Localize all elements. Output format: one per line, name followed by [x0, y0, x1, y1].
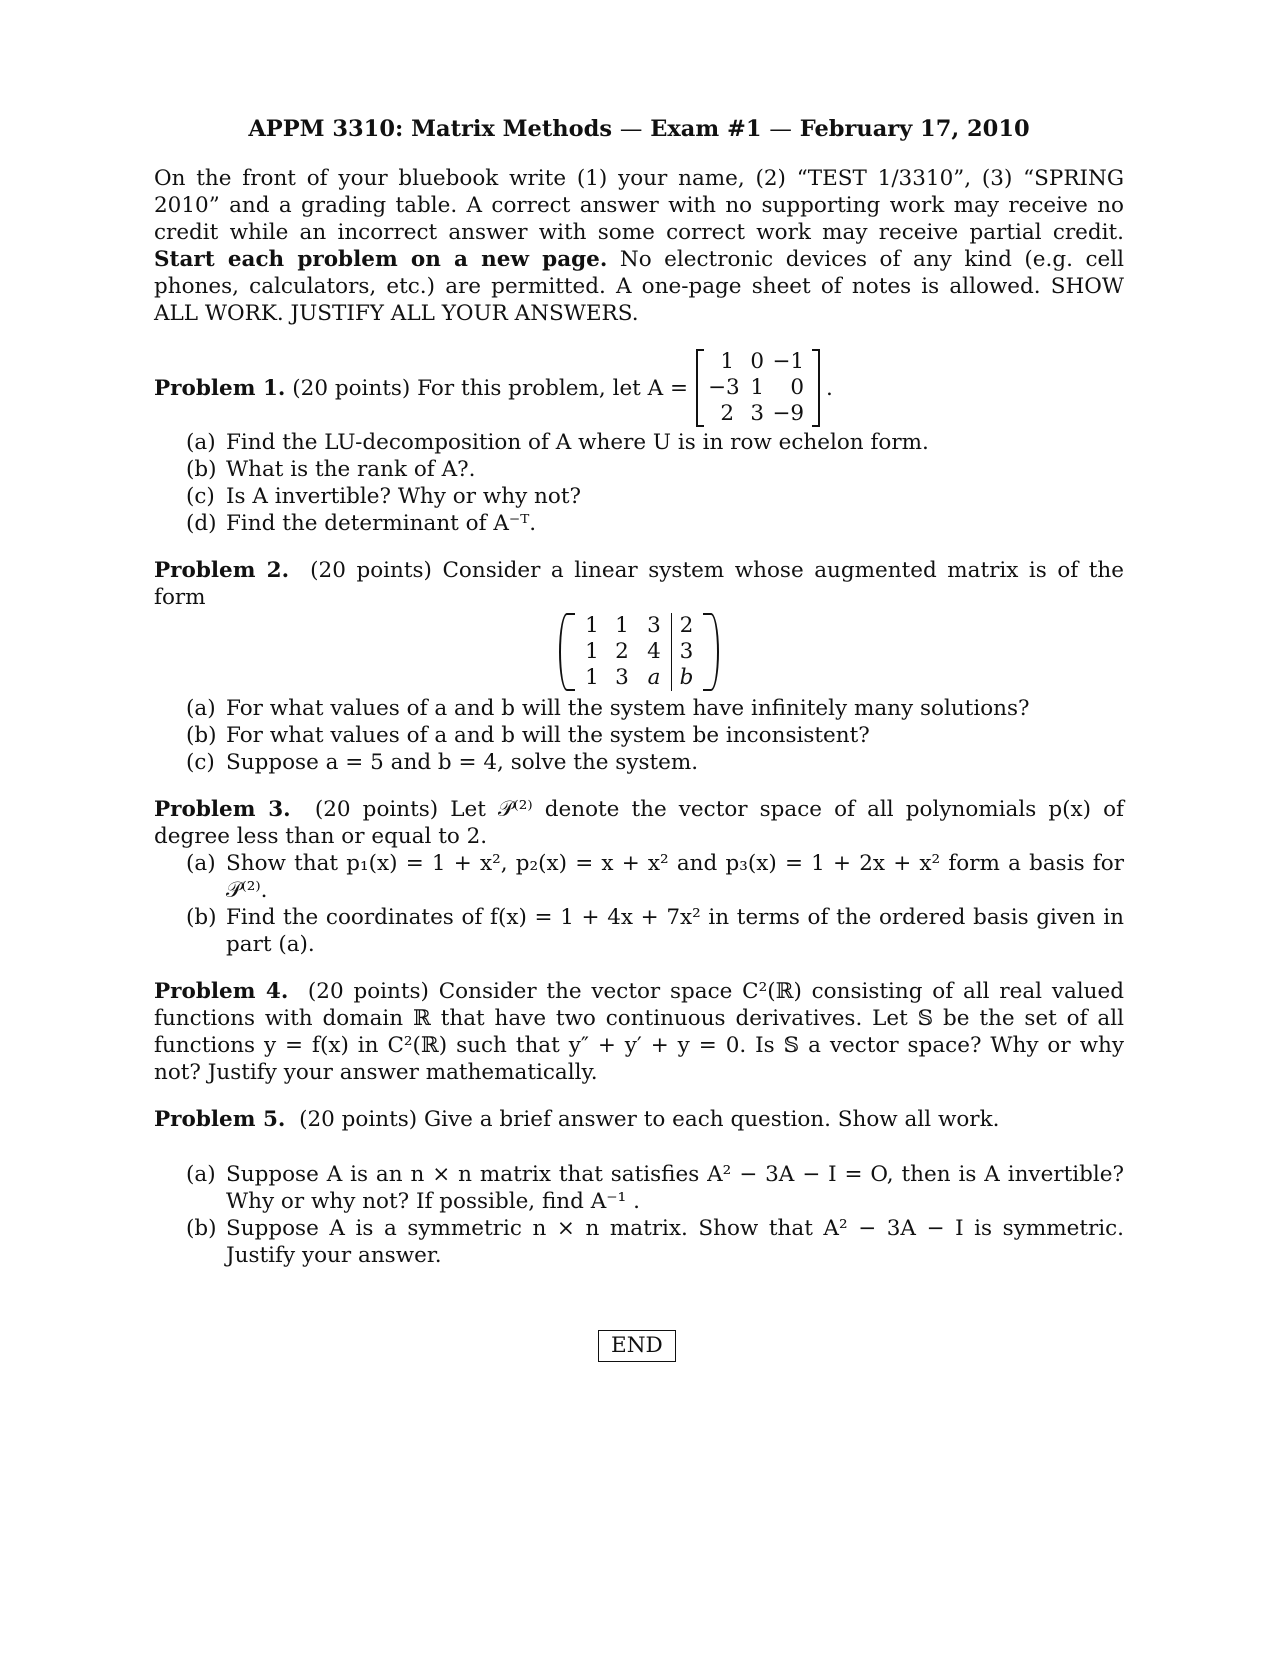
problem-label: Problem 2.: [154, 558, 290, 583]
list-item: [186, 483, 1124, 510]
problem-4: [154, 978, 1124, 1086]
problem-text: (20 points) For this problem, let A =: [292, 375, 689, 401]
end-marker: END: [598, 1330, 676, 1362]
problem-text: (20 points) Consider the vector space C²(ℝ) consisting of all real valued functions with domain ℝ that have two continuous derivatives. Let 𝕊 be the set of all functions y = f(x) in C²(ℝ) such that y″ + y′ + y = 0. Is 𝕊 a vector space? Why or why not? Justify your answer mathematically.: [154, 979, 1124, 1085]
part-label: (c): [186, 484, 215, 509]
part-label: (a): [186, 851, 216, 876]
instructions-text: On the front of your bluebook write (1) your name, (2) “TEST 1/3310”, (3) “SPRING 2010” and a grading table. A correct answer with no supporting work may receive no credit while an incorrect answer with some correct work may receive partial credit.: [154, 166, 1124, 245]
matrix-cell: 1: [615, 613, 629, 638]
part-text: For what values of a and b will the system have infinitely many solutions?: [226, 696, 1030, 721]
matrix-cell: 2: [720, 401, 735, 426]
part-text: Is A invertible? Why or why not?: [226, 484, 582, 509]
list-item: [186, 695, 1124, 722]
part-label: (b): [186, 905, 217, 930]
matrix-cell: 3: [671, 639, 701, 665]
matrix-cell: −9: [772, 401, 805, 426]
exam-page: [154, 116, 1124, 1289]
part-label: (a): [186, 430, 216, 455]
list-item: [186, 1215, 1124, 1269]
list-item: [186, 904, 1124, 958]
problem-text: (20 points) Consider a linear system whose augmented matrix is of the form: [154, 558, 1124, 610]
matrix-cell: 2: [615, 639, 629, 664]
part-text: Show that p₁(x) = 1 + x², p₂(x) = x + x² and p₃(x) = 1 + 2x + x² form a basis for 𝒫⁽²⁾.: [226, 851, 1124, 903]
problem-5-parts: [186, 1161, 1124, 1269]
matrix-cell: 3: [647, 613, 661, 638]
matrix-cell: 3: [615, 665, 629, 690]
list-item: [186, 722, 1124, 749]
instructions: [154, 165, 1124, 327]
problem-3: [154, 796, 1124, 958]
problem-text: (20 points) Give a brief answer to each question. Show all work.: [299, 1107, 1000, 1132]
matrix-cell: 1: [585, 613, 599, 638]
part-text: Find the coordinates of f(x) = 1 + 4x + 7x² in terms of the ordered basis given in part (a).: [226, 905, 1124, 957]
list-item: [186, 456, 1124, 483]
problem-1: [154, 347, 1124, 537]
period: .: [826, 375, 833, 401]
title-separator: —: [769, 116, 792, 142]
problem-label: Problem 3.: [154, 797, 291, 822]
matrix-cell: 2: [671, 613, 701, 639]
part-label: (b): [186, 457, 217, 482]
part-label: (b): [186, 723, 217, 748]
matrix-cell: 3: [750, 401, 765, 426]
matrix-cell: 1: [585, 639, 599, 664]
problem-text: (20 points) Let 𝒫⁽²⁾ denote the vector space of all polynomials p(x) of degree less than or equal to 2.: [154, 797, 1125, 849]
part-label: (c): [186, 750, 215, 775]
part-label: (d): [186, 511, 217, 536]
list-item: [186, 850, 1124, 904]
part-text: Find the LU-decomposition of A where U is in row echelon form.: [226, 430, 929, 455]
matrix-cell: 4: [647, 639, 661, 664]
matrix-cell: a: [647, 665, 661, 690]
part-label: (a): [186, 696, 216, 721]
right-bracket: [812, 349, 820, 427]
exam-number: Exam #1: [650, 116, 762, 142]
course-name: APPM 3310: Matrix Methods: [248, 116, 613, 142]
matrix-cell: −3: [708, 375, 740, 400]
part-text: What is the rank of A?.: [226, 457, 476, 482]
instructions-bold: Start each problem on a new page.: [154, 247, 608, 272]
part-text: Find the determinant of A⁻ᵀ.: [226, 511, 537, 536]
matrix-cell: b: [671, 665, 701, 691]
problem-2: [154, 557, 1124, 776]
matrix-cell: 1: [720, 349, 735, 374]
list-item: [186, 510, 1124, 537]
problem-3-parts: [186, 850, 1124, 958]
instructions-text: No electronic devices of any kind (e.g. cell phones, calculators, etc.) are permitted. A one-page sheet of notes is allowed. SHOW ALL WORK. JUSTIFY ALL YOUR ANSWERS.: [154, 247, 1125, 326]
title-separator: —: [619, 116, 643, 142]
augmented-matrix: [559, 613, 719, 691]
matrix-cell: 0: [750, 349, 765, 374]
matrix-cell: −1: [772, 349, 805, 374]
matrix-cell: 1: [585, 665, 599, 690]
part-text: Suppose a = 5 and b = 4, solve the system.: [226, 750, 699, 775]
list-item: [186, 749, 1124, 776]
problem-label: Problem 4.: [154, 979, 289, 1004]
matrix-cell: 0: [790, 375, 805, 400]
left-bracket: [696, 349, 704, 427]
problem-2-parts: [186, 695, 1124, 776]
left-paren: [559, 613, 575, 691]
problem-5: [154, 1106, 1124, 1269]
part-label: (a): [186, 1162, 216, 1187]
list-item: [186, 429, 1124, 456]
part-text: Suppose A is an n × n matrix that satisfies A² − 3A − I = O, then is A invertible? Why or why not? If possible, find A⁻¹ .: [226, 1162, 1124, 1214]
problem-label: Problem 1.: [154, 375, 286, 401]
problem-label: Problem 5.: [154, 1107, 286, 1132]
exam-title: [154, 116, 1124, 143]
part-label: (b): [186, 1216, 217, 1241]
matrix-a: [696, 349, 820, 427]
right-paren: [703, 613, 719, 691]
exam-date: February 17, 2010: [799, 116, 1030, 142]
part-text: For what values of a and b will the system be inconsistent?: [226, 723, 870, 748]
part-text: Suppose A is a symmetric n × n matrix. Show that A² − 3A − I is symmetric. Justify your answer.: [226, 1216, 1124, 1268]
matrix-cell: 1: [750, 375, 765, 400]
list-item: [186, 1161, 1124, 1215]
problem-1-parts: [186, 429, 1124, 537]
